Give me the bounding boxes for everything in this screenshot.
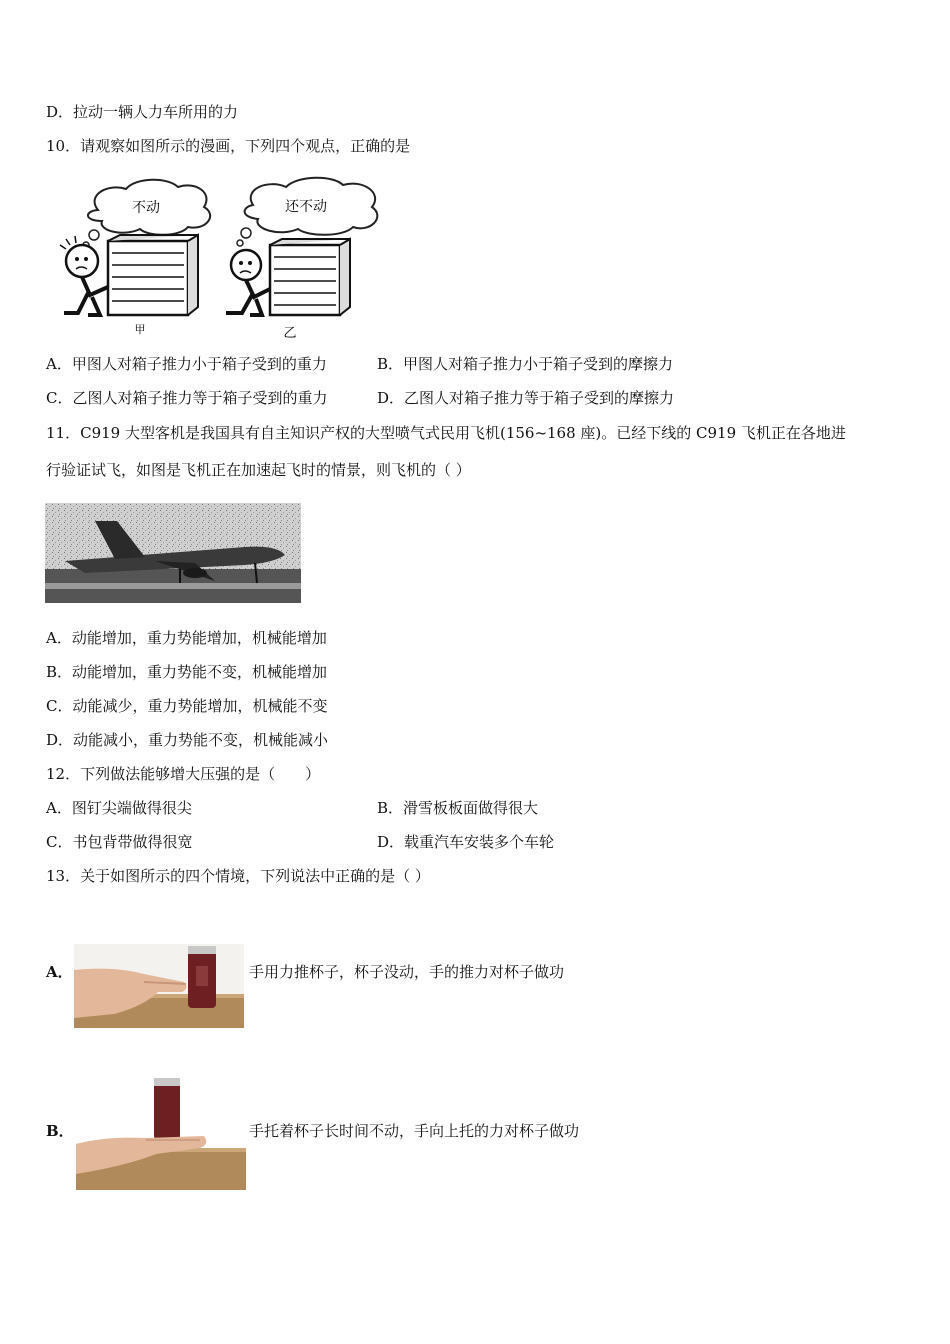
q13-option-a-text: 手用力推杯子，杯子没动，手的推力对杯子做功	[249, 963, 565, 981]
q12-option-c: C．书包背带做得很宽	[46, 833, 193, 851]
q12-stem: 12．下列做法能够增大压强的是（ ）	[46, 765, 321, 783]
q13-option-b-photo	[76, 1074, 246, 1190]
right-boy-head	[231, 250, 261, 280]
q13-option-b-text: 手托着杯子长时间不动，手向上托的力对杯子做功	[249, 1122, 580, 1140]
q10-option-c: C．乙图人对箱子推力等于箱子受到的重力	[46, 389, 328, 407]
q10-option-a: A．甲图人对箱子推力小于箱子受到的重力	[46, 355, 327, 373]
q12-option-a: A．图钉尖端做得很尖	[46, 799, 192, 817]
q9-option-d: D．拉动一辆人力车所用的力	[46, 103, 239, 121]
right-bubble-text: 还不动	[285, 199, 327, 215]
q11-stem-line1: 11．C919 大型客机是我国具有自主知识产权的大型喷气式民用飞机(156~168 座)。已经下线的 C919 飞机正在各地进	[46, 424, 846, 442]
left-figure-label: 甲	[134, 323, 146, 336]
q13-option-a-label: A．	[46, 963, 73, 981]
left-bubble-text: 不动	[132, 200, 160, 216]
red-cup	[154, 1078, 180, 1140]
right-figure-label: 乙	[283, 326, 297, 341]
q11-airplane-photo	[45, 503, 301, 603]
left-box	[108, 241, 188, 315]
q11-option-a: A．动能增加，重力势能增加，机械能增加	[46, 629, 327, 647]
q13-option-a-photo	[74, 944, 244, 1028]
q10-option-d: D．乙图人对箱子推力等于箱子受到的摩擦力	[377, 389, 675, 407]
q12-option-b: B．滑雪板板面做得很大	[377, 799, 539, 817]
q13-option-b-label: B．	[46, 1122, 74, 1140]
left-boy-head	[66, 245, 98, 277]
q11-option-c: C．动能减少，重力势能增加，机械能不变	[46, 697, 328, 715]
q10-comic-figure	[48, 175, 388, 345]
q11-option-d: D．动能减小，重力势能不变，机械能减小	[46, 731, 329, 749]
q12-option-d: D．载重汽车安装多个车轮	[377, 833, 555, 851]
q10-option-b: B．甲图人对箱子推力小于箱子受到的摩擦力	[377, 355, 674, 373]
q11-option-b: B．动能增加，重力势能不变，机械能增加	[46, 663, 328, 681]
q10-stem: 10．请观察如图所示的漫画，下列四个观点，正确的是	[46, 137, 411, 155]
q11-stem-line2: 行验证试飞，如图是飞机正在加速起飞时的情景，则飞机的（ ）	[46, 461, 471, 479]
q13-stem: 13．关于如图所示的四个情境，下列说法中正确的是（ ）	[46, 867, 430, 885]
